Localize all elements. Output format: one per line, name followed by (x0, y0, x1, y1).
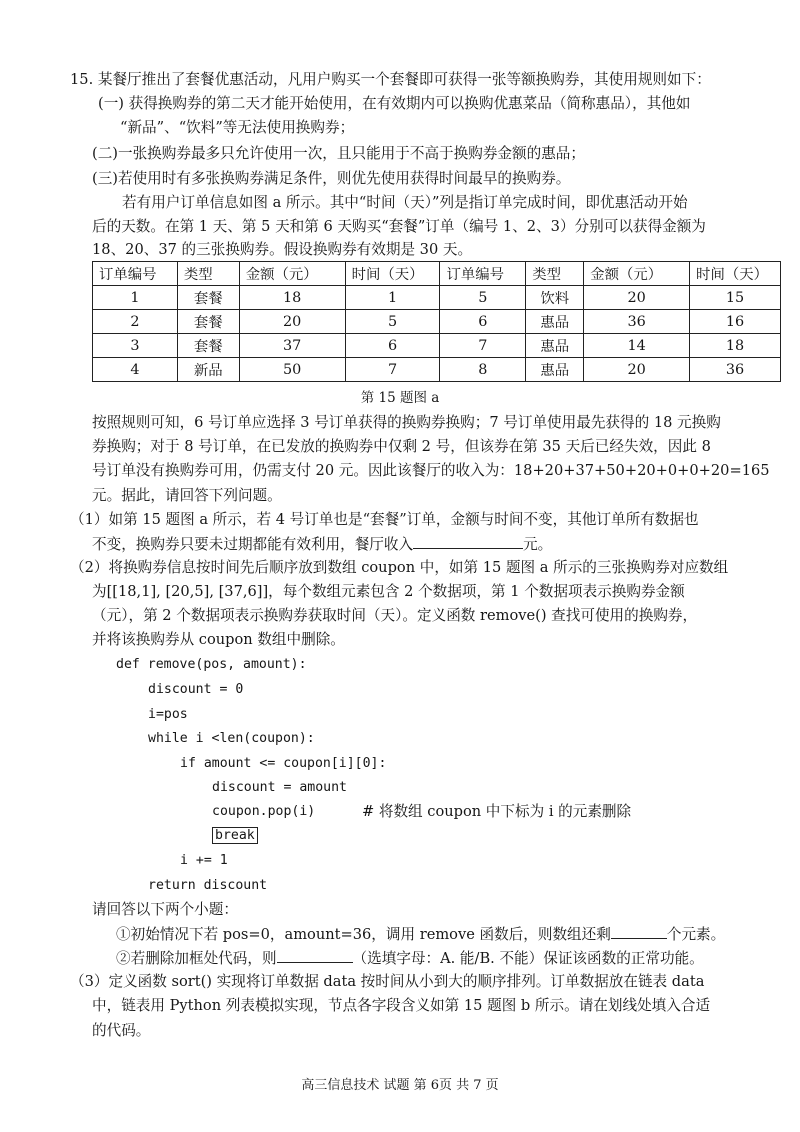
answer-blank-3[interactable] (277, 948, 353, 963)
table-cell: 7 (440, 334, 526, 358)
table-cell: 20 (584, 286, 690, 310)
table-header-row (93, 262, 781, 286)
q1-line-1: （1）如第 15 题图 a 所示，若 4 号订单也是“套餐”订单，金额与时间不变，其他订单所有数据也 (70, 511, 699, 528)
header-cell: 金额（元） (239, 262, 345, 286)
intro-line-1: 若有用户订单信息如图 a 所示。其中“时间（天）”列是指订单完成时间，即优惠活动开始 (122, 194, 688, 211)
q2-line-3: （元），第 2 个数据项表示换购券获取时间（天）。定义函数 remove() 查找可使用的换购券， (92, 607, 698, 624)
q1-text-after: 元。 (523, 536, 553, 553)
table-cell: 2 (93, 310, 178, 334)
code-line-discount-init: discount = 0 (148, 682, 244, 697)
code-line-while: while i <len(coupon): (148, 731, 315, 746)
code-line-increment: i += 1 (180, 853, 228, 868)
orders-table (92, 261, 781, 382)
page-footer: 高三信息技术 试题 第 6页 共 7 页 (301, 1078, 499, 1093)
table-cell: 5 (440, 286, 526, 310)
q3-line-3: 的代码。 (92, 1022, 151, 1039)
table-cell: 20 (584, 358, 690, 382)
table-cell: 1 (345, 286, 440, 310)
table-cell: 5 (345, 310, 440, 334)
table-cell: 50 (239, 358, 345, 382)
code-line-return: return discount (148, 878, 268, 893)
table-cell: 36 (584, 310, 690, 334)
table-cell: 16 (690, 310, 781, 334)
code-line-break-wrapper (212, 826, 258, 846)
table-cell: 惠品 (526, 334, 584, 358)
sub1-text-after: 个元素。 (666, 926, 726, 943)
table-row (93, 310, 781, 334)
rule-1-line-2: “新品”、“饮料”等无法使用换购券； (120, 119, 355, 136)
code-comment: # 将数组 coupon 中下标为 i 的元素删除 (362, 803, 632, 820)
table-cell: 20 (239, 310, 345, 334)
header-cell: 时间（天） (345, 262, 440, 286)
header-cell: 金额（元） (584, 262, 690, 286)
q2-line-1: （2）将换购券信息按时间先后顺序放到数组 coupon 中，如第 15 题图 a 所示的三张换购券对应数组 (70, 559, 729, 576)
table-cell: 3 (93, 334, 178, 358)
answer-blank-2[interactable] (611, 924, 667, 939)
q3-line-2: 中，链表用 Python 列表模拟实现，节点各字段含义如第 15 题图 b 所示。请在划线处填入合适 (92, 997, 711, 1014)
header-cell: 订单编号 (93, 262, 178, 286)
sub2-text-before: ②若删除加框处代码，则 (116, 950, 277, 967)
code-line-if: if amount <= coupon[i][0]: (180, 756, 387, 771)
sub2-text-after: （选填字母：A. 能/B. 不能）保证该函数的正常功能。 (352, 950, 704, 967)
subquestion-1 (116, 924, 725, 945)
code-line-def: def remove(pos, amount): (116, 657, 307, 672)
rule-2: (二)一张换购券最多只允许使用一次，且只能用于不高于换购券金额的惠品； (92, 145, 585, 162)
explain-line-3: 号订单没有换购券可用，仍需支付 20 元。因此该餐厅的收入为：18+20+37+50+20+0+0+20=165 (92, 462, 770, 479)
explain-line-2: 券换购；对于 8 号订单，在已发放的换购券中仅剩 2 号，但该券在第 35 天后已经失效，因此 8 (92, 438, 711, 455)
intro-line-2: 后的天数。在第 1 天、第 5 天和第 6 天购买“套餐”订单（编号 1、2、3）分别可以获得金额为 (92, 218, 706, 235)
table-cell: 6 (440, 310, 526, 334)
table-cell: 7 (345, 358, 440, 382)
header-cell: 类型 (526, 262, 584, 286)
subquestion-2 (116, 948, 704, 969)
rule-3: (三)若使用时有多张换购券满足条件，则优先使用获得时间最早的换购券。 (92, 170, 571, 187)
table-cell: 新品 (177, 358, 239, 382)
table-cell: 15 (690, 286, 781, 310)
table-cell: 套餐 (177, 334, 239, 358)
q1-line-2 (92, 534, 552, 555)
table-cell: 36 (690, 358, 781, 382)
explain-line-4: 元。据此，请回答下列问题。 (92, 487, 282, 504)
explain-line-1: 按照规则可知，6 号订单应选择 3 号订单获得的换购券换购；7 号订单使用最先获得的 18 元换购 (92, 414, 721, 431)
table-row (93, 286, 781, 310)
table-cell: 6 (345, 334, 440, 358)
table-cell: 套餐 (177, 310, 239, 334)
header-cell: 类型 (177, 262, 239, 286)
q1-text-before: 不变，换购券只要未过期都能有效利用，餐厅收入 (92, 536, 414, 553)
table-cell: 8 (440, 358, 526, 382)
header-cell: 订单编号 (440, 262, 526, 286)
table-cell: 饮料 (526, 286, 584, 310)
table-cell: 18 (239, 286, 345, 310)
boxed-break-code: break (212, 827, 258, 844)
table-row (93, 358, 781, 382)
table-cell: 惠品 (526, 358, 584, 382)
code-line-i-init: i=pos (148, 707, 188, 722)
code-line-discount-set: discount = amount (212, 780, 347, 795)
table-cell: 18 (690, 334, 781, 358)
header-cell: 时间（天） (690, 262, 781, 286)
rule-1-line-1: (一) 获得换购券的第二天才能开始使用，在有效期内可以换购优惠菜品（简称惠品），其他如 (98, 95, 691, 112)
table-cell: 14 (584, 334, 690, 358)
q2-line-4: 并将该换购券从 coupon 数组中删除。 (92, 631, 345, 648)
subquestion-intro: 请回答以下两个小题： (92, 901, 238, 918)
table-cell: 套餐 (177, 286, 239, 310)
sub1-text-before: ①初始情况下若 pos=0，amount=36，调用 remove 函数后，则数组还剩 (116, 926, 611, 943)
table-row (93, 334, 781, 358)
q3-line-1: （3）定义函数 sort() 实现将订单数据 data 按时间从小到大的顺序排列。订单数据放在链表 data (70, 973, 705, 990)
table-cell: 惠品 (526, 310, 584, 334)
figure-caption: 第 15 题图 a (360, 390, 440, 406)
code-line-pop: coupon.pop(i) (212, 804, 316, 819)
question-title: 15. 某餐厅推出了套餐优惠活动，凡用户购买一个套餐即可获得一张等额换购券，其使用规则如下： (70, 71, 711, 88)
table-cell: 37 (239, 334, 345, 358)
q2-line-2: 为[[18,1], [20,5], [37,6]]，每个数组元素包含 2 个数据项，第 1 个数据项表示换购券金额 (92, 583, 685, 600)
intro-line-3: 18、20、37 的三张换购券。假设换购券有效期是 30 天。 (92, 241, 473, 258)
answer-blank-1[interactable] (413, 534, 523, 549)
table-cell: 1 (93, 286, 178, 310)
table-cell: 4 (93, 358, 178, 382)
